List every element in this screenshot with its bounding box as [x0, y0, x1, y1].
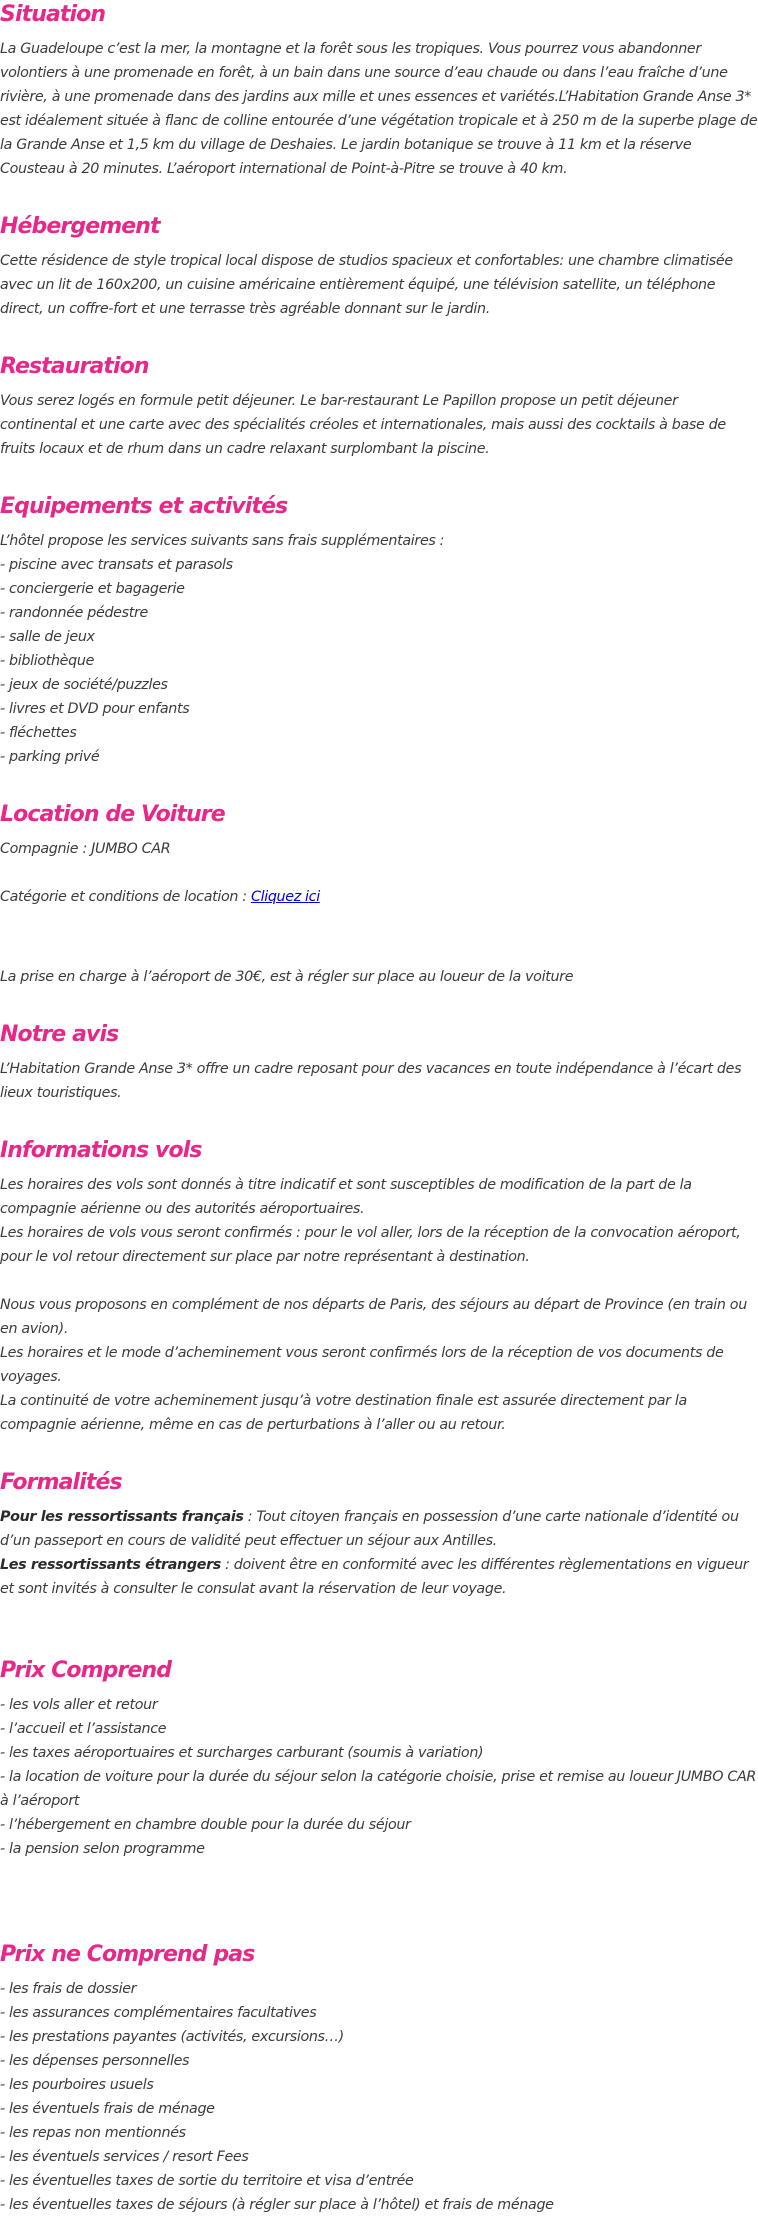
section-title-prix-ne-comprend: Prix ne Comprend pas [0, 1942, 255, 1967]
list-item: - conciergerie et bagagerie [0, 581, 185, 597]
list-item: - les éventuels services / resort Fees [0, 2149, 249, 2165]
section-title-location: Location de Voiture [0, 802, 225, 827]
vols-text-2: Les horaires de vols vous seront confirmés : pour le vol aller, lors de la réception de la convocation aéroport, pour le vol retour directement sur place par notre représentant à destination. [0, 1225, 741, 1265]
list-item: - l’accueil et l’assistance [0, 1721, 167, 1737]
section-title-avis: Notre avis [0, 1022, 119, 1047]
formalites-francais-text: : Tout citoyen français en possession d’une carte nationale d’identité ou d’un passeport en cours de validité peut effectuer un séjour aux Antilles. [0, 1509, 739, 1549]
list-item: - les taxes aéroportuaires et surcharges carburant (soumis à variation) [0, 1745, 484, 1761]
list-item: - les pourboires usuels [0, 2077, 154, 2093]
hebergement-text: Cette résidence de style tropical local dispose de studios spacieux et confortables: une chambre climatisée avec un lit de 160x200, un cuisine américaine entièrement équipé, une télévision satellite, un téléphone direct, un coffre-fort et une terrasse très agréable donnant sur le jardin. [0, 253, 733, 317]
section-formalites [0, 1468, 758, 1601]
section-title-formalites: Formalités [0, 1470, 122, 1495]
location-categorie [0, 885, 758, 909]
list-item: - livres et DVD pour enfants [0, 701, 190, 717]
section-vols [0, 1136, 758, 1437]
vols-text-5: La continuité de votre acheminement jusqu’à votre destination finale est assurée directement par la compagnie aérienne, même en cas de perturbations à l’aller ou au retour. [0, 1393, 687, 1433]
section-title-equipements: Equipements et activités [0, 494, 288, 519]
list-item: - salle de jeux [0, 629, 95, 645]
section-situation [0, 0, 758, 181]
formalites-francais [0, 1505, 758, 1553]
section-title-situation: Situation [0, 2, 106, 27]
list-item: - les vols aller et retour [0, 1697, 158, 1713]
cliquez-ici-link[interactable]: Cliquez ici [250, 889, 320, 905]
section-title-restauration: Restauration [0, 354, 149, 379]
prix-ne-comprend-list [0, 1977, 758, 2217]
list-item: - l’hébergement en chambre double pour la durée du séjour [0, 1817, 411, 1833]
vols-text-3: Nous vous proposons en complément de nos départs de Paris, des séjours au départ de Province (en train ou en avion). [0, 1297, 747, 1337]
location-categorie-label: Catégorie et conditions de location : [0, 889, 251, 905]
section-prix-ne-comprend [0, 1940, 758, 2217]
location-prise-en-charge: La prise en charge à l’aéroport de 30€, est à régler sur place au loueur de la voiture [0, 969, 574, 985]
list-item: - les assurances complémentaires facultatives [0, 2005, 317, 2021]
equipements-intro: L’hôtel propose les services suivants sans frais supplémentaires : [0, 533, 445, 549]
formalites-etrangers-label: Les ressortissants étrangers [0, 1557, 221, 1573]
section-title-hebergement: Hébergement [0, 214, 160, 239]
section-restauration [0, 352, 758, 461]
formalites-etrangers-text: : doivent être en conformité avec les différentes règlementations en vigueur et sont invités à consulter le consulat avant la réservation de leur voyage. [0, 1557, 749, 1597]
section-title-prix-comprend: Prix Comprend [0, 1658, 172, 1683]
restauration-text: Vous serez logés en formule petit déjeuner. Le bar-restaurant Le Papillon propose un petit déjeuner continental et une carte avec des spécialités créoles et internationales, mais aussi des cocktails à base de fruits locaux et de rhum dans un cadre relaxant surplombant la piscine. [0, 393, 726, 457]
section-avis [0, 1020, 758, 1105]
section-location [0, 800, 758, 989]
formalites-etrangers [0, 1553, 758, 1601]
list-item: - les prestations payantes (activités, excursions…) [0, 2029, 344, 2045]
list-item: - bibliothèque [0, 653, 95, 669]
section-equipements [0, 492, 758, 769]
situation-text: La Guadeloupe c’est la mer, la montagne et la forêt sous les tropiques. Vous pourrez vous abandonner volontiers à une promenade en forêt, à un bain dans une source d’eau chaude ou dans l’eau fraîche d’une rivière, à une promenade dans des jardins aux mille et unes essences et variétés.L’Habitation Grande Anse 3* est idéalement située à flanc de colline entourée d’une végétation tropicale et à 250 m de la superbe plage de la Grande Anse et 1,5 km du village de Deshaies. Le jardin botanique se trouve à 11 km et la réserve Cousteau à 20 minutes. L’aéroport international de Point-à-Pitre se trouve à 40 km. [0, 41, 758, 177]
section-title-vols: Informations vols [0, 1138, 202, 1163]
vols-text-4: Les horaires et le mode d’acheminement vous seront confirmés lors de la réception de vos documents de voyages. [0, 1345, 724, 1385]
list-item: - parking privé [0, 749, 100, 765]
prix-comprend-list [0, 1693, 758, 1861]
avis-text: L’Habitation Grande Anse 3* offre un cadre reposant pour des vacances en toute indépendance à l’écart des lieux touristiques. [0, 1061, 742, 1101]
list-item: - les repas non mentionnés [0, 2125, 186, 2141]
list-item: - les frais de dossier [0, 1981, 137, 1997]
list-item: - les éventuelles taxes de séjours (à régler sur place à l’hôtel) et frais de ménage [0, 2197, 554, 2213]
list-item: - randonnée pédestre [0, 605, 148, 621]
list-item: - fléchettes [0, 725, 77, 741]
section-hebergement [0, 212, 758, 321]
list-item: - la location de voiture pour la durée du séjour selon la catégorie choisie, prise et remise au loueur JUMBO CAR à l’aéroport [0, 1769, 756, 1809]
list-item: - jeux de société/puzzles [0, 677, 168, 693]
formalites-francais-label: Pour les ressortissants français [0, 1509, 244, 1525]
list-item: - les éventuels frais de ménage [0, 2101, 215, 2117]
location-compagnie: Compagnie : JUMBO CAR [0, 841, 171, 857]
list-item: - piscine avec transats et parasols [0, 557, 233, 573]
list-item: - les éventuelles taxes de sortie du territoire et visa d’entrée [0, 2173, 414, 2189]
list-item: - les dépenses personnelles [0, 2053, 190, 2069]
list-item: - la pension selon programme [0, 1841, 205, 1857]
section-prix-comprend [0, 1656, 758, 1861]
vols-text-1: Les horaires des vols sont donnés à titre indicatif et sont susceptibles de modification de la part de la compagnie aérienne ou des autorités aéroportuaires. [0, 1177, 692, 1217]
equipements-list [0, 553, 758, 769]
